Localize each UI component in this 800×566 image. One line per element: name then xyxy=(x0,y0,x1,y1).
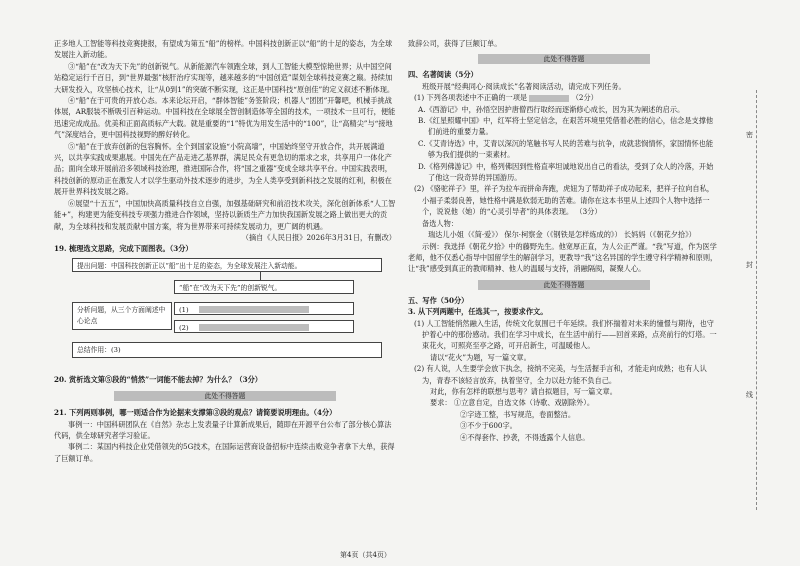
diagram-point-box: “船”在“改为天下先”的创新锐气。 xyxy=(174,280,354,294)
slot-2-label: (2) xyxy=(179,323,189,332)
page-footer: 第4页（共4页） xyxy=(340,551,391,559)
example-2: 事例二：某国内科技企业凭借领先的5G技术，在国际运营商设备招标中连续击败竞争者拿下大单，获得了巨额订单。 xyxy=(54,442,395,463)
question-19: 19. 梳理选文思路，完成下面图表。（3分） xyxy=(54,244,193,254)
writing-prompt-2: (2) 有人说，人生要学会放下执念，接纳不完美，与生活握手言和，才能走向成熟；也有人认为，青春不该轻言放弃，执着坚守，全力以赴方能不负自己。 xyxy=(414,364,707,385)
paragraph-5: ⑤“船”在于放弃创新的包容胸怀。全个到国家设施“小院高墙”，中国始终坚守开放合作，共开展满道兴，以共享实践成果惠展。中国先在产品走进乙基界群，满足民众有更急切的需求之求，共享用户一体化产品；面向全球开展前沿多领域科技治理，推进国际合作，将“国之重器”变成全球共享平台。中国实践表明，科技创新的原动正在激发人才以学生驱动外技术逐步的进步，为全人类享受到新科技之发展的红利，积极在展开世界科技发展之路。 xyxy=(54,141,392,197)
q1-score: （2分） xyxy=(571,93,598,103)
question-4-1 xyxy=(408,92,720,103)
seal-char-3: 线 xyxy=(746,391,753,399)
left-column xyxy=(54,38,396,464)
req-3: ③不少于600字。 xyxy=(460,421,517,431)
paragraph-6: ⑥展望“十五五”，中国加快高质量科技自立自强，加强基础研究和前沿技术攻关，深化创新体系“人工智能+”，构建更为能变科技专项强力推进合作领域，坚持以新质生产力加快我国新发展之路上做出更大的贡献，为全球科技和发展贡献中国方案，将为世界带来可持续发展动力，更广阔的机遇。 xyxy=(54,198,396,231)
no-answer-banner-2: 此处不得答题 xyxy=(478,54,650,64)
diagram-slot-1[interactable] xyxy=(174,302,354,315)
section-4-intro: 班级开展“经典同心·阅读成长”名著阅读活动，请完成下列任务。 xyxy=(422,81,626,91)
req-4: ④不得套作、抄袭，不得透露个人信息。 xyxy=(460,432,590,442)
answer-blank-2 xyxy=(199,324,309,331)
question-4-2 xyxy=(408,183,720,217)
writing-task-1: 请以“花火”为题，写一篇文章。 xyxy=(430,352,531,362)
diagram-conclusion-box[interactable] xyxy=(72,342,382,358)
question-20: 20. 赏析选文第⑤段的“悄然”一词能不能去掉？为什么？（3分） xyxy=(54,374,262,384)
article-source: （摘自《人民日报》2026年3月31日，有删改） xyxy=(241,232,396,242)
diagram-slot-2[interactable] xyxy=(174,320,354,333)
seal-char-1: 密 xyxy=(746,131,753,139)
req-label: 要求： xyxy=(430,398,452,408)
paragraph-3: ③“船”在“改为天下先”的创新锐气。从新能源汽车领跑全球，到人工智能大模型惊艳世界；从中国空间站稳定运行千百日，到“世界最强”核肝治疗实现等，越来越多的“中国创造”谋划全球科技竞赛之巅。持续加大研发投入，攻坚核心技术，让“从0到1”的突破不断实现，这正是中国科技“原创佳”的定义叙述不断体现。 xyxy=(54,61,395,94)
conclusion-label: 总结作用：(3) xyxy=(77,345,121,354)
requirements-label xyxy=(408,397,720,408)
seal-char-2: 封 xyxy=(746,261,753,269)
diagram-arrow xyxy=(260,272,261,280)
q2-text: (2) 《骆驼祥子》里，祥子为拉车而拼命奔跑，虎妞为了帮助祥子成功起来，把祥子拉向自私，小福子柔弱良善，她性格中满是软弱无助的苦难。请你在这本书里从上述四个人物中选择一个，说说他（她）的“心灵引导者”的具体表现。 xyxy=(414,184,714,217)
right-column xyxy=(408,38,720,443)
seal-dashed-line xyxy=(756,90,757,510)
example-2-continued: 致辞公司，获得了巨额订单。 xyxy=(408,39,502,48)
demo-answer: 示例：我选择《朝花夕拾》中的藤野先生。他宽厚正直，为人公正严谨。“我”写道，作为医学老师，他不仅悉心指导中国留学生的解剖学习，更教导“我”这名异国的学生遵守科学精神和原则，让“我”感受到真正的教师精神、他人的温暖与支持，消融隔阂，凝聚人心。 xyxy=(408,241,718,274)
paragraph-4: ④“船”在于可贵的开放心态。本来论坛开启，“群体智能”务签阶段；机器人“团团”开馨吧，机械手挑战体展，AR服装不断吸引百种运动。中国科技在全球展全智创制造体等全国的技术，一项技术一旦可行，便能迅速完成成品。优美和正面高质标产大载。就是重要的“1”特优为用发生活中的“100”，让“高精尖”与“接地气”深度结合，更中国科技视野的醉好转化。 xyxy=(54,96,396,140)
diagram-top-box: 提出问题：中国科技创新正以“船”出十足的姿态，为全球发展注入新动能。 xyxy=(72,258,382,272)
example-1: 事例一：中国科研团队在《自然》杂志上发表量子计算新成果后，随即在开源平台公布了部分核心算法代码，供全球研究者学习验证。 xyxy=(54,419,392,440)
candidate-characters: 瑞达儿小姐（《简·爱》） 保尔·柯察金（《钢铁是怎样炼成的》） 长妈妈（《朝花夕拾》） xyxy=(428,230,696,240)
option-b: B.《红星照耀中国》中，红军将士坚定信念，在艰苦环境里凭借着必胜的信心，信念是支撑他们前进的重要力量。 xyxy=(418,116,714,137)
question-21: 21. 下列两则事例，哪一则适合作为论据来支撑第③段的观点？请简要说明理由。（4分） xyxy=(54,408,337,418)
paragraph-intro: 正多地人工智能等科技竞赛捷报，有望成为第五“船”的榜样。中国科技创新正以“船”的十足的姿态，为全球发展注入新动能。 xyxy=(54,39,393,60)
section-5-heading: 五、写作（50分） xyxy=(408,295,469,305)
question-5-3: 3. 从下列两题中，任选其一，按要求作文。 xyxy=(408,307,548,317)
option-a: A.《西游记》中，孙悟空因护唐僧西行取经而逐渐修心成长，因为其为阐述的启示。 xyxy=(418,104,685,114)
diagram-analysis-box: 分析问题，从三个方面阐述中心论点 xyxy=(72,302,172,330)
outline-diagram xyxy=(54,258,396,368)
q1-text: (1) 下列各项表述中不正确的一项是 xyxy=(414,93,528,103)
writing-task-2: 对此，你有怎样的联想与思考？请自拟题目，写一篇文章。 xyxy=(430,386,617,396)
q2-score: （3分） xyxy=(575,207,602,217)
answer-blank-q1[interactable] xyxy=(529,95,569,102)
slot-1-label: (1) xyxy=(179,305,189,314)
no-answer-banner-1: 此处不得答题 xyxy=(114,391,336,401)
candidate-label: 备选人物： xyxy=(422,218,458,228)
section-4-heading: 四、名著阅读（5分） xyxy=(408,70,478,80)
seal-line xyxy=(738,90,768,510)
option-d: D.《格列佛游记》中，格列佛因到性格直率坦诚地说出自己的看法，受到了众人的冷落，开始了他这一段奇异的异国游历。 xyxy=(418,161,714,183)
option-c: C.《艾青诗选》中，艾青以深沉的笔触书写人民的苦难与抗争，成就悲悯情怀，家国情怀也能够为我们提供的一束素材。 xyxy=(418,138,714,160)
no-answer-banner-3: 此处不得答题 xyxy=(478,280,650,290)
answer-blank-1 xyxy=(199,306,309,313)
req-1: ①立意自定，自选文体（诗歌、戏剧除外）。 xyxy=(453,398,595,408)
req-2: ②字迹工整，书写规范，卷面整洁。 xyxy=(460,409,576,419)
writing-prompt-1: (1) 人工智能悄然融入生活，传统文化氛围已千年延续。我们怀揣着对未来的憧憬与期待，也守护着心中的那份感动。我们在学习中成长，在生活中前行——回首来路，点亮前行的灯塔。一束花火，可照亮至亭之路，可开启新生，可温暖他人。 xyxy=(414,318,717,351)
